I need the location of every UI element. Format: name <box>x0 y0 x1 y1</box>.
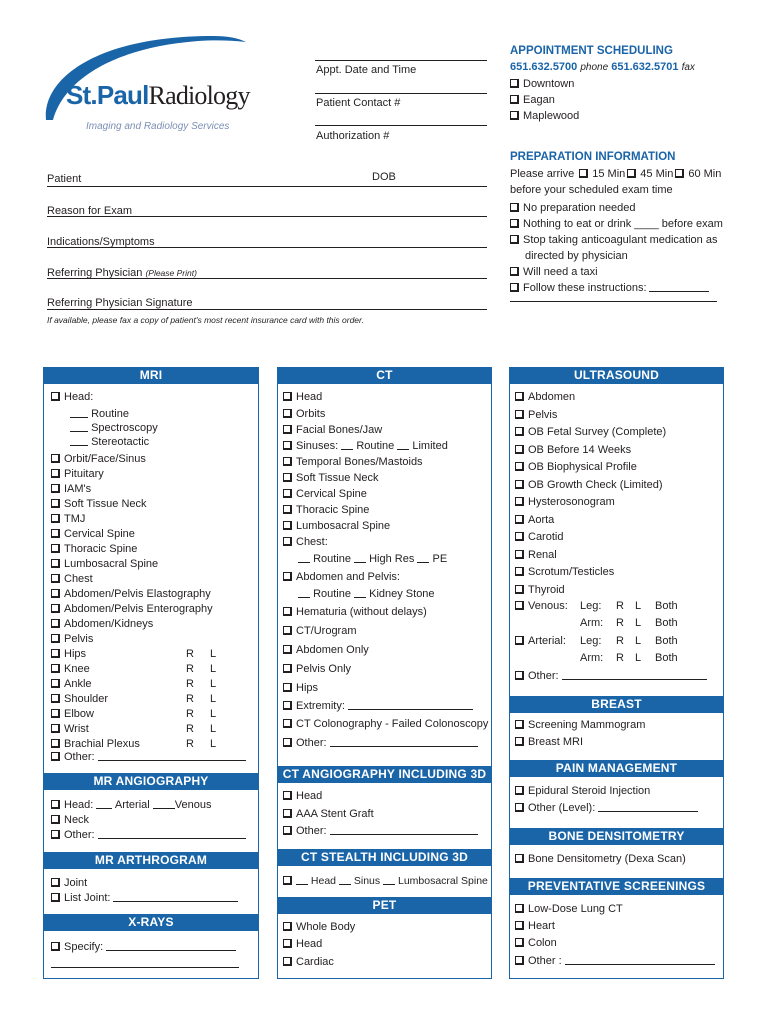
logo-name-part1: St.Paul <box>66 80 149 110</box>
mri-item[interactable]: Chest <box>51 573 93 585</box>
checkbox-icon[interactable] <box>510 111 519 120</box>
checkbox-icon[interactable] <box>283 572 292 581</box>
checkbox-icon[interactable] <box>283 392 292 401</box>
us-item[interactable]: OB Growth Check (Limited) <box>515 479 662 491</box>
prep-item[interactable]: Will need a taxi <box>510 266 598 278</box>
checkbox-icon[interactable] <box>283 626 292 635</box>
checkbox-icon[interactable] <box>283 607 292 616</box>
cta-item[interactable]: AAA Stent Graft <box>283 808 374 820</box>
mri-l: L <box>210 678 217 690</box>
mri-l: L <box>210 723 217 735</box>
checkbox-icon[interactable] <box>510 283 519 292</box>
phone-label: phone <box>580 62 609 73</box>
mri-r: R <box>186 663 194 675</box>
mri-head-opt[interactable]: Spectroscopy <box>70 422 158 434</box>
us-r: R <box>616 635 624 647</box>
checkbox-icon[interactable] <box>510 95 519 104</box>
mri-r: R <box>186 738 194 750</box>
contact-line[interactable] <box>315 93 487 94</box>
dob-label: DOB <box>372 171 396 183</box>
checkbox-icon[interactable] <box>51 815 60 824</box>
indications-line[interactable] <box>47 247 487 248</box>
checkbox-icon[interactable] <box>51 619 60 628</box>
checkbox-icon[interactable] <box>283 473 292 482</box>
reason-label: Reason for Exam <box>47 205 132 217</box>
us-item[interactable]: OB Before 14 Weeks <box>515 444 631 456</box>
mri-rl-item[interactable]: Elbow <box>51 708 94 720</box>
checkbox-icon[interactable] <box>283 939 292 948</box>
checkbox-icon[interactable] <box>510 79 519 88</box>
us-venous[interactable]: Venous: <box>515 600 568 612</box>
reason-line[interactable] <box>47 216 487 217</box>
logo <box>38 28 268 138</box>
checkbox-icon[interactable] <box>51 694 60 703</box>
checkbox-icon[interactable] <box>283 537 292 546</box>
mri-l: L <box>210 738 217 750</box>
us-arterial-arm: Arm: <box>580 652 604 664</box>
checkbox-icon[interactable] <box>51 529 60 538</box>
us-l: L <box>635 652 642 664</box>
us-l: L <box>635 635 642 647</box>
us-r: R <box>616 652 624 664</box>
us-r: R <box>616 617 624 629</box>
us-arterial-leg: Leg: <box>580 635 602 647</box>
us-item[interactable]: Abdomen <box>515 391 575 403</box>
checkbox-icon[interactable] <box>51 499 60 508</box>
checkbox-icon[interactable] <box>283 826 292 835</box>
checkbox-icon[interactable] <box>51 752 60 761</box>
ct-item[interactable]: Facial Bones/Jaw <box>283 424 382 436</box>
checkbox-icon[interactable] <box>51 484 60 493</box>
us-item[interactable]: Hysterosonogram <box>515 496 615 508</box>
checkbox-icon[interactable] <box>51 544 60 553</box>
bone-item[interactable]: Bone Densitometry (Dexa Scan) <box>515 853 686 865</box>
checkbox-icon[interactable] <box>51 649 60 658</box>
checkbox-icon[interactable] <box>283 441 292 450</box>
mra-other[interactable]: Other: <box>51 829 246 841</box>
checkbox-icon[interactable] <box>515 445 524 454</box>
scheduling-title: APPOINTMENT SCHEDULING <box>510 45 673 57</box>
mri-item[interactable]: Abdomen/Pelvis Enterography <box>51 603 213 615</box>
phone-number: 651.632.5700 <box>510 61 578 73</box>
mri-head-opt[interactable]: Routine <box>70 408 129 420</box>
checkbox-icon[interactable] <box>510 219 519 228</box>
checkbox-icon[interactable] <box>283 489 292 498</box>
mri-rl-item[interactable]: Hips <box>51 648 86 660</box>
checkbox-icon[interactable] <box>51 634 60 643</box>
checkbox-icon[interactable] <box>515 720 524 729</box>
us-item[interactable]: OB Fetal Survey (Complete) <box>515 426 666 438</box>
checkbox-icon[interactable] <box>283 521 292 530</box>
checkbox-60-icon[interactable] <box>675 169 684 178</box>
ct-item[interactable]: Orbits <box>283 408 325 420</box>
checkbox-icon[interactable] <box>515 671 524 680</box>
scheduling-phones <box>510 61 695 73</box>
us-both: Both <box>655 600 678 612</box>
checkbox-icon[interactable] <box>51 679 60 688</box>
ct-sinuses[interactable]: Sinuses: Routine Limited <box>283 440 448 452</box>
prev-item[interactable]: Low-Dose Lung CT <box>515 903 623 915</box>
cta-other[interactable]: Other: <box>283 825 478 837</box>
signature-label: Referring Physician Signature <box>47 297 193 309</box>
prep-arrive: Please arrive 15 Min 45 Min 60 Min <box>510 168 722 180</box>
mra-neck[interactable]: Neck <box>51 814 89 826</box>
xrays-title: X-RAYS <box>43 914 259 931</box>
ct-item[interactable]: CT/Urogram <box>283 625 357 637</box>
breast-title: BREAST <box>509 696 724 713</box>
ct-abd-options[interactable]: Routine Kidney Stone <box>298 588 435 600</box>
checkbox-icon[interactable] <box>283 791 292 800</box>
mri-item[interactable]: Pelvis <box>51 633 93 645</box>
checkbox-icon[interactable] <box>51 604 60 613</box>
fax-note: If available, please fax a copy of patient's most recent insurance card with this order. <box>47 315 364 325</box>
checkbox-icon[interactable] <box>515 601 524 610</box>
ctstealth-title: CT STEALTH INCLUDING 3D <box>277 849 492 866</box>
checkbox-icon[interactable] <box>515 567 524 576</box>
checkbox-icon[interactable] <box>283 701 292 710</box>
mri-item[interactable]: Pituitary <box>51 468 104 480</box>
prep-title: PREPARATION INFORMATION <box>510 151 676 163</box>
checkbox-icon[interactable] <box>51 724 60 733</box>
checkbox-icon[interactable] <box>510 235 519 244</box>
checkbox-icon[interactable] <box>515 497 524 506</box>
checkbox-45-icon[interactable] <box>627 169 636 178</box>
mrarth-list[interactable]: List Joint: <box>51 892 238 904</box>
checkbox-icon[interactable] <box>51 469 60 478</box>
pain-other[interactable]: Other (Level): <box>515 802 698 814</box>
checkbox-icon[interactable] <box>515 938 524 947</box>
checkbox-icon[interactable] <box>283 457 292 466</box>
checkbox-icon[interactable] <box>510 267 519 276</box>
us-venous-arm: Arm: <box>580 617 604 629</box>
mri-item[interactable]: Soft Tissue Neck <box>51 498 147 510</box>
checkbox-icon[interactable] <box>515 515 524 524</box>
checkbox-icon[interactable] <box>51 454 60 463</box>
ct-title: CT <box>277 367 492 384</box>
checkbox-icon[interactable] <box>51 830 60 839</box>
logo-name-part2: Radiology <box>148 81 250 110</box>
mri-r: R <box>186 693 194 705</box>
contact-label: Patient Contact # <box>316 97 401 109</box>
checkbox-icon[interactable] <box>283 425 292 434</box>
mri-rl-item[interactable]: Shoulder <box>51 693 108 705</box>
prev-other[interactable]: Other : <box>515 955 715 967</box>
pain-title: PAIN MANAGEMENT <box>509 760 724 777</box>
prep-item[interactable]: No preparation needed <box>510 202 636 214</box>
checkbox-icon[interactable] <box>51 878 60 887</box>
xrays-specify[interactable]: Specify: <box>51 941 236 953</box>
mri-item[interactable]: Abdomen/Pelvis Elastography <box>51 588 211 600</box>
checkbox-icon[interactable] <box>515 410 524 419</box>
mri-rl-item[interactable]: Knee <box>51 663 90 675</box>
ct-item[interactable]: Lumbosacral Spine <box>283 520 390 532</box>
checkbox-icon[interactable] <box>51 589 60 598</box>
ct-other[interactable]: Other: <box>283 737 478 749</box>
us-item[interactable]: Scrotum/Testicles <box>515 566 614 578</box>
referring-label: Referring Physician (Please Print) <box>47 267 197 279</box>
checkbox-icon[interactable] <box>51 709 60 718</box>
breast-item[interactable]: Screening Mammogram <box>515 719 645 731</box>
ct-item[interactable]: Head <box>283 391 322 403</box>
checkbox-icon[interactable] <box>51 664 60 673</box>
mri-head-opt[interactable]: Stereotactic <box>70 436 149 448</box>
xrays-line[interactable] <box>51 967 239 968</box>
pet-item[interactable]: Head <box>283 938 322 950</box>
us-l: L <box>635 617 642 629</box>
us-both: Both <box>655 635 678 647</box>
mri-item[interactable]: Lumbosacral Spine <box>51 558 158 570</box>
mri-r: R <box>186 723 194 735</box>
mri-other[interactable]: Other: <box>51 751 246 763</box>
prep-item[interactable]: Follow these instructions: <box>510 282 709 294</box>
checkbox-icon[interactable] <box>283 409 292 418</box>
ct-abd-pelvis[interactable]: Abdomen and Pelvis: <box>283 571 400 583</box>
appt-line[interactable] <box>315 60 487 61</box>
ct-extremity[interactable]: Extremity: <box>283 700 473 712</box>
checkbox-icon[interactable] <box>283 645 292 654</box>
checkbox-icon[interactable] <box>283 683 292 692</box>
patient-label: Patient <box>47 173 82 185</box>
mra-title: MR ANGIOGRAPHY <box>43 773 259 790</box>
checkbox-icon[interactable] <box>515 532 524 541</box>
prev-item[interactable]: Heart <box>515 920 555 932</box>
mri-item[interactable]: Cervical Spine <box>51 528 135 540</box>
mri-rl-item[interactable]: Wrist <box>51 723 89 735</box>
us-item[interactable]: Carotid <box>515 531 563 543</box>
checkbox-icon[interactable] <box>51 392 60 401</box>
mri-l: L <box>210 663 217 675</box>
patient-line[interactable] <box>47 186 487 187</box>
checkbox-icon[interactable] <box>51 893 60 902</box>
checkbox-icon[interactable] <box>515 462 524 471</box>
indications-label: Indications/Symptoms <box>47 236 155 248</box>
location-eagan[interactable]: Eagan <box>510 94 555 106</box>
checkbox-icon[interactable] <box>515 904 524 913</box>
us-both: Both <box>655 617 678 629</box>
checkbox-icon[interactable] <box>283 719 292 728</box>
checkbox-icon[interactable] <box>283 664 292 673</box>
instructions-line[interactable] <box>510 301 717 302</box>
location-maplewood[interactable]: Maplewood <box>510 110 579 122</box>
us-both: Both <box>655 652 678 664</box>
us-l: L <box>635 600 642 612</box>
checkbox-icon[interactable] <box>283 505 292 514</box>
checkbox-icon[interactable] <box>515 803 524 812</box>
us-title: ULTRASOUND <box>509 367 724 384</box>
mri-rl-item[interactable]: Brachial Plexus <box>51 738 140 750</box>
mri-item[interactable]: Orbit/Face/Sinus <box>51 453 146 465</box>
checkbox-icon[interactable] <box>51 800 60 809</box>
us-r: R <box>616 600 624 612</box>
checkbox-icon[interactable] <box>515 636 524 645</box>
fax-number: 651.632.5701 <box>611 61 679 73</box>
ct-item[interactable]: Temporal Bones/Mastoids <box>283 456 423 468</box>
checkbox-icon[interactable] <box>515 585 524 594</box>
us-item[interactable]: OB Biophysical Profile <box>515 461 637 473</box>
prep-item[interactable]: Nothing to eat or drink ____ before exam <box>510 218 723 230</box>
us-arterial[interactable]: Arterial: <box>515 635 566 647</box>
ct-item[interactable]: Hips <box>283 682 318 694</box>
mri-r: R <box>186 648 194 660</box>
cta-title: CT ANGIOGRAPHY INCLUDING 3D <box>277 766 492 783</box>
checkbox-icon[interactable] <box>51 574 60 583</box>
pet-item[interactable]: Whole Body <box>283 921 355 933</box>
ct-colonography[interactable]: CT Colonography - Failed Colonoscopy <box>283 718 488 730</box>
cta-item[interactable]: Head <box>283 790 322 802</box>
mra-head[interactable]: Head: Arterial Venous <box>51 799 211 811</box>
location-downtown[interactable]: Downtown <box>510 78 574 90</box>
ct-item[interactable]: Hematuria (without delays) <box>283 606 427 618</box>
mri-head[interactable]: Head: <box>51 391 93 403</box>
prep-item[interactable]: Stop taking anticoagulant medication as <box>510 234 717 246</box>
ct-item[interactable]: Abdomen Only <box>283 644 369 656</box>
mri-item[interactable]: Thoracic Spine <box>51 543 137 555</box>
mri-item[interactable]: IAM's <box>51 483 91 495</box>
checkbox-icon[interactable] <box>515 550 524 559</box>
checkbox-icon[interactable] <box>283 957 292 966</box>
referring-line[interactable] <box>47 278 487 279</box>
prev-item[interactable]: Colon <box>515 937 557 949</box>
checkbox-icon[interactable] <box>515 392 524 401</box>
signature-line[interactable] <box>47 309 487 310</box>
ct-item[interactable]: Soft Tissue Neck <box>283 472 379 484</box>
mri-r: R <box>186 708 194 720</box>
us-other[interactable]: Other: <box>515 670 707 682</box>
ct-item[interactable]: Thoracic Spine <box>283 504 369 516</box>
mri-rl-item[interactable]: Ankle <box>51 678 92 690</box>
prep-item-cont: directed by physician <box>525 250 628 262</box>
checkbox-icon[interactable] <box>51 514 60 523</box>
mri-l: L <box>210 648 217 660</box>
pain-epidural[interactable]: Epidural Steroid Injection <box>515 785 650 797</box>
mri-r: R <box>186 678 194 690</box>
breast-item[interactable]: Breast MRI <box>515 736 583 748</box>
us-item[interactable]: Pelvis <box>515 409 557 421</box>
ct-item[interactable]: Pelvis Only <box>283 663 351 675</box>
auth-line[interactable] <box>315 125 487 126</box>
bone-title: BONE DENSITOMETRY <box>509 828 724 845</box>
checkbox-icon[interactable] <box>515 854 524 863</box>
checkbox-icon[interactable] <box>283 809 292 818</box>
logo-tagline: Imaging and Radiology Services <box>86 121 230 132</box>
checkbox-icon[interactable] <box>515 786 524 795</box>
mri-item[interactable]: TMJ <box>51 513 85 525</box>
mrarth-joint[interactable]: Joint <box>51 877 87 889</box>
checkbox-icon[interactable] <box>515 737 524 746</box>
mri-l: L <box>210 693 217 705</box>
please-print: (Please Print) <box>145 268 197 278</box>
us-item[interactable]: Aorta <box>515 514 554 526</box>
prep-arrive-suffix: before your scheduled exam time <box>510 184 673 196</box>
ct-chest[interactable]: Chest: <box>283 536 328 548</box>
mrarth-title: MR ARTHROGRAM <box>43 852 259 869</box>
pet-title: PET <box>277 897 492 914</box>
mri-title: MRI <box>43 367 259 384</box>
fax-label: fax <box>681 62 695 73</box>
prev-title: PREVENTATIVE SCREENINGS <box>509 878 724 895</box>
checkbox-15-icon[interactable] <box>579 169 588 178</box>
appt-label: Appt. Date and Time <box>316 64 417 76</box>
mri-l: L <box>210 708 217 720</box>
checkbox-icon[interactable] <box>51 942 60 951</box>
us-item[interactable]: Thyroid <box>515 584 565 596</box>
ctstealth-item[interactable]: Head Sinus Lumbosacral Spine <box>283 875 488 887</box>
checkbox-icon[interactable] <box>515 427 524 436</box>
checkbox-icon[interactable] <box>510 203 519 212</box>
us-item[interactable]: Renal <box>515 549 557 561</box>
checkbox-icon[interactable] <box>283 876 292 885</box>
pet-item[interactable]: Cardiac <box>283 956 334 968</box>
checkbox-icon[interactable] <box>51 559 60 568</box>
mri-item[interactable]: Abdomen/Kidneys <box>51 618 153 630</box>
ct-item[interactable]: Cervical Spine <box>283 488 367 500</box>
auth-label: Authorization # <box>316 130 390 142</box>
checkbox-icon[interactable] <box>283 738 292 747</box>
checkbox-icon[interactable] <box>283 922 292 931</box>
checkbox-icon[interactable] <box>515 921 524 930</box>
checkbox-icon[interactable] <box>515 480 524 489</box>
checkbox-icon[interactable] <box>51 739 60 748</box>
us-venous-leg: Leg: <box>580 600 602 612</box>
ct-chest-options[interactable]: Routine High Res PE <box>298 553 447 565</box>
checkbox-icon[interactable] <box>515 956 524 965</box>
